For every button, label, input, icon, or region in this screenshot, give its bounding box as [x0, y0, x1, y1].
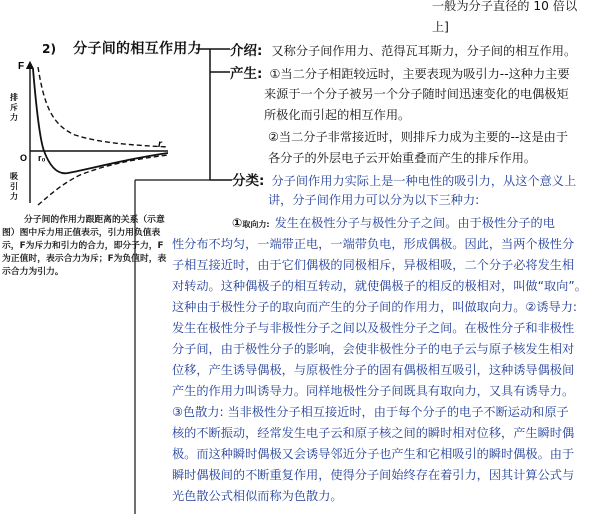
- orientation-mark: ①: [232, 216, 243, 230]
- classification-body: [172, 234, 600, 507]
- caption-line: 示合力为引力。: [2, 267, 64, 277]
- body-line: 核的不断振动，经常发生电子云和原子核之间的瞬时相对位移，产生瞬时偶: [172, 426, 575, 440]
- force-distance-figure: [0, 55, 200, 215]
- origin-p2-line1: ②当二分子非常接近时，则排斥力成为主要的--这是由于: [268, 130, 569, 144]
- origin-p1-line2: 来源于一个分子被另一个分子随时间迅速变化的电偶极矩: [264, 87, 569, 101]
- orientation-label: 取向力:: [242, 220, 270, 229]
- origin-label: O: [20, 153, 28, 163]
- intro-text: 又称分子间作用力、范得瓦耳斯力，分子间的相互作用。: [271, 44, 577, 58]
- repulsion-label: 排斥力: [10, 93, 18, 122]
- origin-block: [230, 62, 570, 85]
- origin-p2-line2: 各分子的外层电子云开始重叠而产生的排斥作用。: [268, 151, 537, 165]
- attraction-label: 吸引力: [10, 172, 18, 201]
- origin-label: 产生:: [230, 66, 263, 82]
- body-line: 产生的作用力叫诱导力。同样地极性分子间既具有取向力，又具有诱导力。: [172, 384, 575, 398]
- body-line: ③色散力: 当非极性分子相互接近时，由于每个分子的电子不断运动和原子: [172, 405, 569, 419]
- origin-p1-line1: ①当二分子相距较远时，主要表现为吸引力--这种力主要: [269, 67, 570, 81]
- body-line: 子相互接近时，由于它们偶极的同极相斥，异极相吸，二个分子必将发生相: [172, 258, 575, 272]
- top-continuation-line2: 上]: [432, 20, 449, 34]
- body-line: 性分布不均匀，一端带正电，一端带负电，形成偶极。因此，当两个极性分: [172, 237, 575, 251]
- caption-line: 图）图中斥力用正值表示，引力用负值表: [2, 228, 161, 238]
- section-title: 分子间的相互作用力: [73, 41, 202, 57]
- body-line: 分子间，由于极性分子的影响，会使非极性分子的电子云与原子核发生相对: [172, 342, 575, 356]
- classify-line1: 分子间作用力实际上是一种电性的吸引力，从这个意义上: [271, 174, 577, 188]
- body-line: 极。而这种瞬时偶极又会诱导邻近分子也产生和它相吸引的瞬时偶极。由于: [172, 447, 575, 461]
- body-line: 光色散公式相似而称为色散力。: [172, 489, 343, 503]
- caption-line: 为正值时，表示合力为斥；F为负值时，表: [2, 254, 167, 264]
- figure-caption: [2, 214, 182, 279]
- caption-line: 分子间的作用力跟距离的关系（示意: [24, 215, 165, 225]
- classify-row: [232, 169, 576, 192]
- body-line: 位移，产生诱导偶极，与原极性分子的固有偶极相互吸引，这种诱导偶极间: [172, 363, 575, 377]
- classify-label: 分类:: [232, 173, 265, 189]
- caption-line: 示，F为斥力和引力的合力，即分子力，F: [2, 241, 164, 251]
- body-line: 对转动。这种偶极子的相互转动，就使偶极子的相反的极相对，叫做“取向”。: [172, 279, 587, 293]
- body-line: 这种由于极性分子的取向而产生的分子间的作用力，叫做取向力。②诱导力:: [172, 300, 578, 314]
- r0-label: r₀: [38, 153, 46, 163]
- body-line: 瞬时偶极间的不断重复作用，使得分子间始终存在着引力，因其计算公式与: [172, 468, 575, 482]
- origin-p1-line3: 所极化而引起的相互作用。: [264, 108, 411, 122]
- orientation-row: [232, 212, 555, 234]
- top-continuation-line1: 一般为分子直径的 10 倍以: [432, 0, 578, 13]
- y-axis-label: F: [18, 61, 25, 72]
- r-axis-label: r: [158, 139, 162, 150]
- body-line: 发生在极性分子与非极性分子之间以及极性分子之间。在极性分子和非极性: [172, 321, 575, 335]
- attraction-curve: [38, 155, 168, 205]
- intro-row: [230, 39, 576, 62]
- repulsion-curve: [38, 67, 168, 147]
- classify-line2: 讲，分子间作用力可以分为以下三种力:: [268, 193, 480, 207]
- section-number: 2): [42, 42, 57, 56]
- orientation-text: 发生在极性分子与极性分子之间。由于极性分子的电: [274, 216, 555, 230]
- intro-label: 介绍:: [230, 43, 263, 59]
